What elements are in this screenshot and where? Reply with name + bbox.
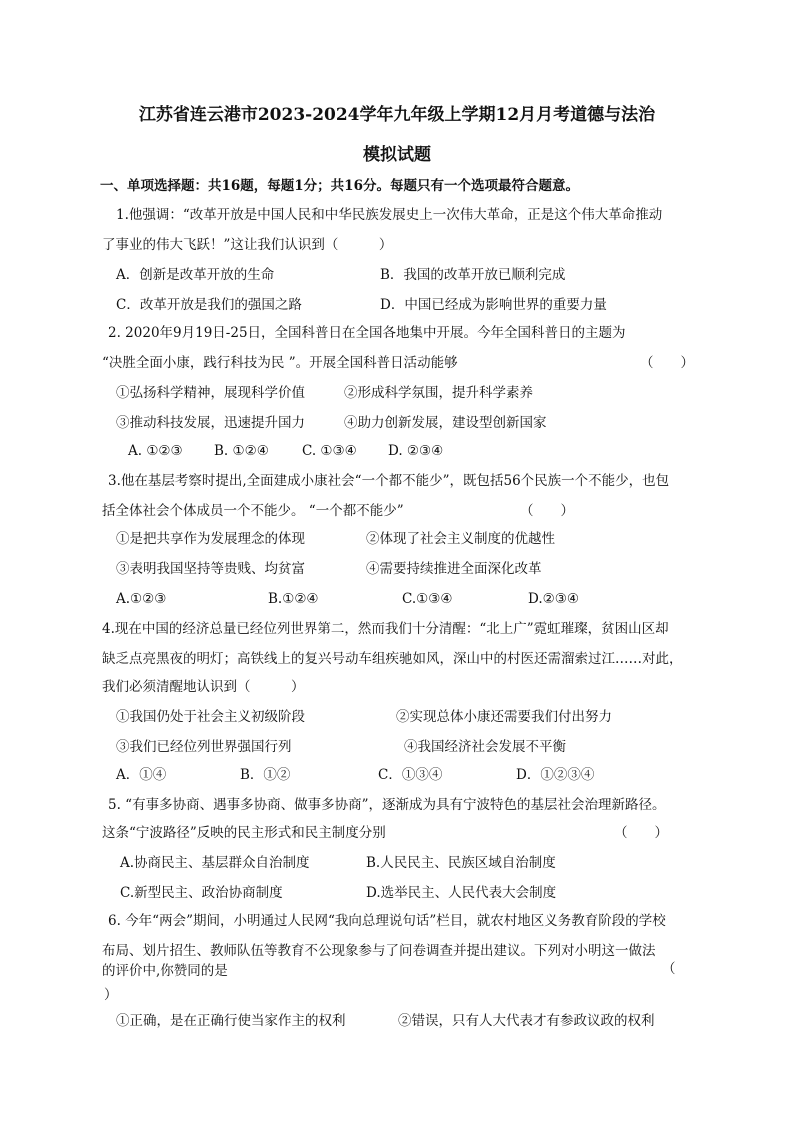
statement-3: ③推动科技发展，迅速提升国力 (116, 415, 305, 431)
question-stem-line: 5. “有事多协商、遇事多协商、做事多协商”，逐渐成为具有宁波特色的基层社会治理新路径。 (108, 797, 666, 813)
option-c: C.新型民主、政治协商制度 (120, 885, 283, 901)
question-stem-line: “决胜全面小康，践行科技为民 ”。开展全国科普日活动能够 (102, 355, 458, 371)
option-d: D.②③④ (528, 591, 579, 607)
answer-parenthesis: （ ） (640, 355, 694, 371)
question-stem-line: 6. 今年“两会”期间，小明通过人民网“我向总理说句话”栏目，就农村地区义务教育阶段的学校 (108, 913, 666, 929)
answer-parenthesis: （ ） (614, 825, 668, 841)
question-stem-line: 3.他在基层考察时提出,全面建成小康社会“一个都不能少”，既包括56个民族一个不能少，也包 (108, 473, 670, 489)
statement-4: ④我国经济社会发展不平衡 (404, 739, 566, 755)
option-d: D. ②③④ (388, 443, 444, 459)
statement-4: ④助力创新发展，建设型创新国家 (344, 415, 547, 431)
option-a: A．①④ (116, 767, 167, 783)
exam-title-line1: 江苏省连云港市2023-2024学年九年级上学期12月月考道德与法治 (138, 105, 656, 125)
option-a: A.①②③ (116, 591, 167, 607)
question-stem-line: 这条“宁波路径”反映的民主形式和民主制度分别 (102, 825, 386, 841)
question-stem-line: 的评价中,你赞同的是 (102, 963, 228, 979)
question-stem-line: 了事业的伟大飞跃！”这让我们认识到（ ） (102, 237, 393, 253)
option-c: C．改革开放是我们的强国之路 (116, 297, 302, 313)
option-b: B. ①②④ (214, 443, 269, 459)
exam-title-line2: 模拟试题 (363, 145, 431, 165)
statement-1: ①弘扬科学精神，展现科学价值 (116, 385, 305, 401)
option-b: B.①②④ (268, 591, 319, 607)
option-a: A.协商民主、基层群众自治制度 (120, 855, 310, 871)
statement-2: ②错误，只有人大代表才有参政议政的权利 (398, 1013, 655, 1029)
statement-2: ②体现了社会主义制度的优越性 (366, 531, 555, 547)
option-b: B.人民民主、民族区域自治制度 (366, 855, 556, 871)
option-a: A．创新是改革开放的生命 (116, 267, 275, 283)
option-b: B．①② (240, 767, 291, 783)
option-d: D.选举民主、人民代表大会制度 (366, 885, 557, 901)
statement-1: ①是把共享作为发展理念的体现 (116, 531, 305, 547)
answer-parenthesis-close: ） (104, 987, 118, 1003)
statement-3: ③表明我国坚持等贵贱、均贫富 (116, 561, 305, 577)
question-stem-line: 括全体社会个体成员一个不能少。 “一个都不能少” (102, 503, 404, 519)
option-d: D．①②③④ (516, 767, 595, 783)
answer-parenthesis: （ ） (520, 503, 574, 519)
question-stem-line: 缺乏点亮黑夜的明灯；高铁线上的复兴号动车组疾驰如风，深山中的村医还需溜索过江……对此， (102, 651, 683, 667)
question-stem-line: 布局、划片招生、教师队伍等教育不公现象参与了问卷调查并提出建议。下列对小明这一做法 (102, 943, 656, 959)
question-stem-line: 2. 2020年9月19日-25日，全国科普日在全国各地集中开展。今年全国科普日的主题为 (108, 325, 626, 341)
statement-3: ③我们已经位列世界强国行列 (116, 739, 292, 755)
option-a: A. ①②③ (128, 443, 183, 459)
answer-parenthesis-open: （ (662, 961, 676, 977)
section-heading: 一、单项选择题：共16题，每题1分；共16分。每题只有一个选项最符合题意。 (100, 178, 579, 194)
option-c: C．①③④ (378, 767, 443, 783)
statement-2: ②实现总体小康还需要我们付出努力 (396, 709, 612, 725)
statement-2: ②形成科学氛围，提升科学素养 (344, 385, 533, 401)
option-c: C. ①③④ (302, 443, 357, 459)
statement-4: ④需要持续推进全面深化改革 (366, 561, 542, 577)
option-c: C.①③④ (402, 591, 453, 607)
question-stem-line: 我们必须清醒地认识到（ ） (102, 679, 305, 695)
statement-1: ①正确，是在正确行使当家作主的权利 (116, 1013, 346, 1029)
option-d: D．中国已经成为影响世界的重要力量 (380, 297, 607, 313)
question-stem-line: 1.他强调：“改革开放是中国人民和中华民族发展史上一次伟大革命，正是这个伟大革命推动 (116, 207, 663, 223)
statement-1: ①我国仍处于社会主义初级阶段 (116, 709, 305, 725)
question-stem-line: 4.现在中国的经济总量已经位列世界第二，然而我们十分清醒：“北上广”霓虹璀璨，贫困山区却 (102, 621, 669, 637)
option-b: B．我国的改革开放已顺利完成 (380, 267, 566, 283)
